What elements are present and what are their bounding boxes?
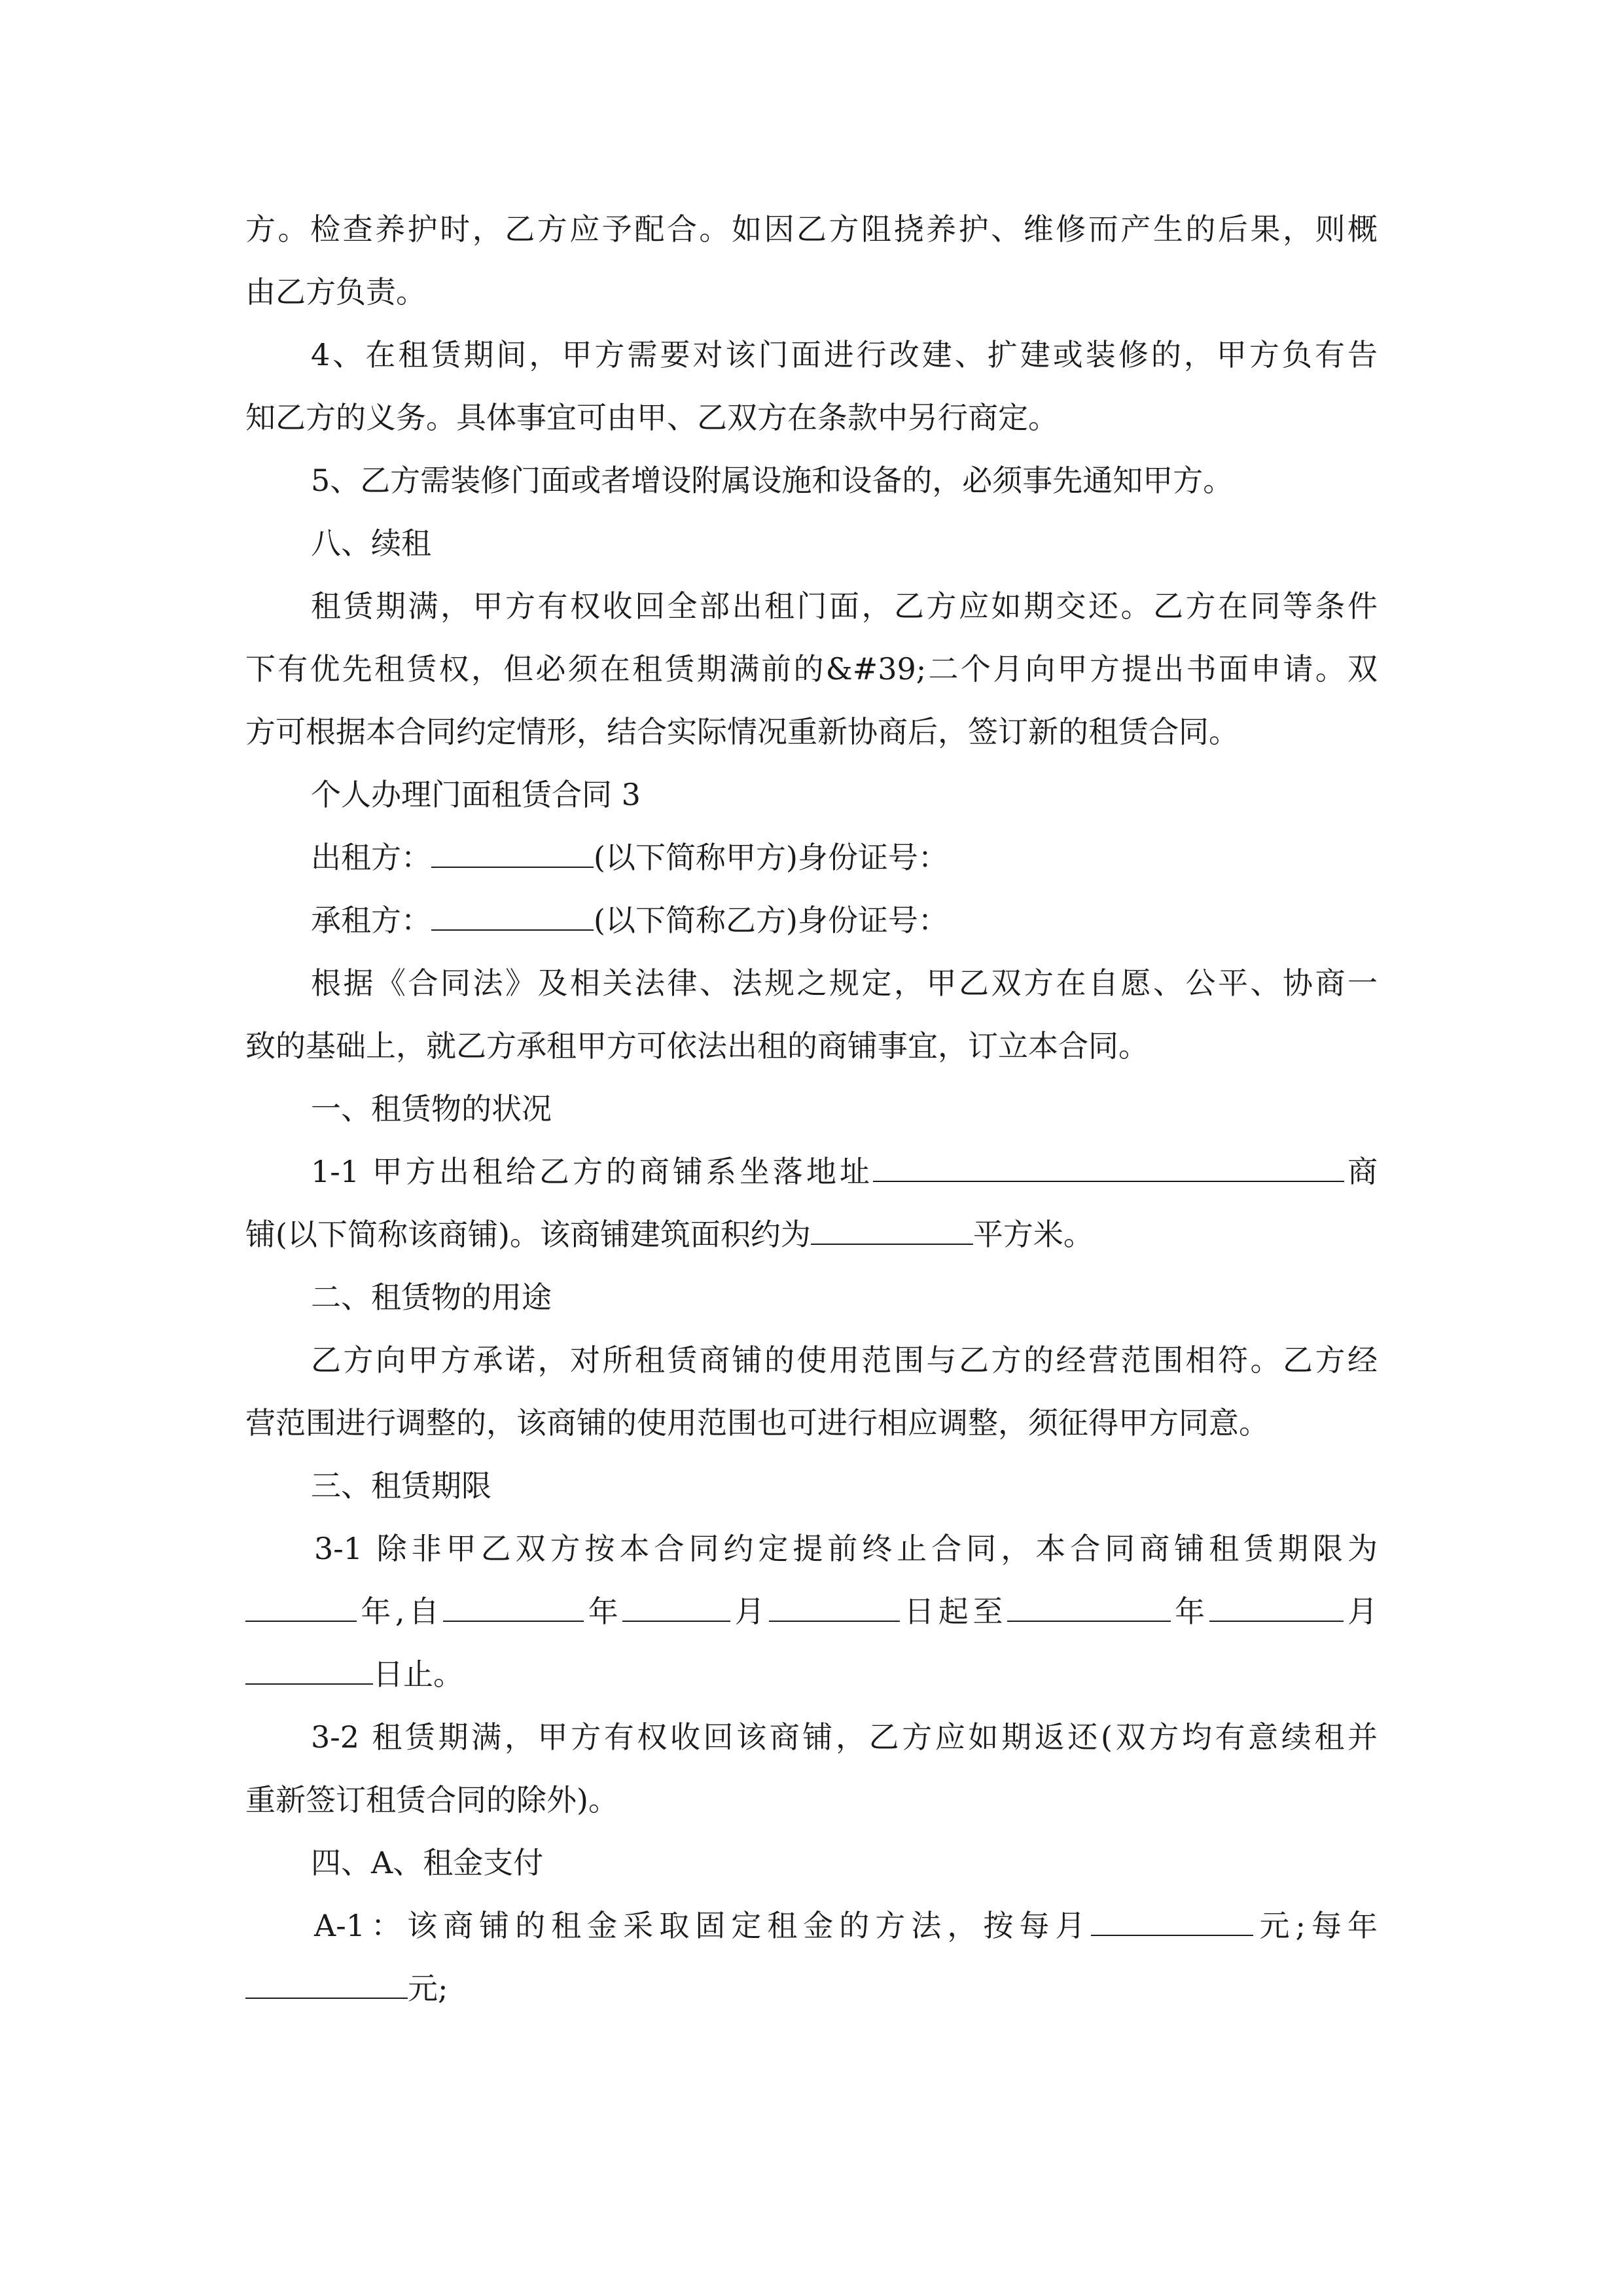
end-day-blank (245, 1655, 373, 1685)
paragraph-line: 租赁期满，甲方有权收回全部出租门面，乙方应如期交还。乙方在同等条件 (311, 588, 1378, 624)
end-day-label: 日止。 (373, 1657, 463, 1692)
lessor-suffix: (以下简称甲方)身份证号： (594, 840, 948, 875)
section-heading: 四、A、租金支付 (311, 1845, 544, 1880)
term-year-label: 年,自 (357, 1594, 444, 1629)
start-day-label: 日起至 (900, 1594, 1007, 1629)
start-day-blank (769, 1592, 900, 1622)
end-year-label: 年 (1170, 1594, 1209, 1629)
paragraph-line: 下有优先租赁权，但必须在租赁期满前的&#39;二个月向甲方提出书面申请。双 (245, 651, 1378, 687)
end-month-blank (1209, 1592, 1344, 1622)
rent-prefix: A-1：该商铺的租金采取固定租金的方法，按每月 (314, 1908, 1092, 1943)
clause-1-1-suffix: 商 (1344, 1154, 1378, 1189)
paragraph-line: 方可根据本合同约定情形，结合实际情况重新协商后，签订新的租赁合同。 (245, 714, 1239, 749)
clause-1-1-prefix: 1-1 甲方出租给乙方的商铺系坐落地址 (311, 1154, 873, 1189)
clause-1-1-line-2 (245, 1215, 1094, 1254)
paragraph-line: 方。检查养护时，乙方应予配合。如因乙方阻挠养护、维修而产生的后果，则概 (245, 211, 1378, 247)
term-end-line (245, 1655, 463, 1694)
paragraph-line: 营范围进行调整的，该商铺的使用范围也可进行相应调整，须征得甲方同意。 (245, 1405, 1269, 1441)
lessee-name-blank (431, 901, 594, 931)
rent-line-2 (245, 1969, 448, 2008)
paragraph-line: 乙方向甲方承诺，对所租赁商铺的使用范围与乙方的经营范围相符。乙方经 (311, 1342, 1378, 1378)
lessee-suffix: (以下简称乙方)身份证号： (594, 903, 948, 938)
lessor-line (311, 838, 948, 877)
paragraph-line: 5、乙方需装修门面或者增设附属设施和设备的，必须事先通知甲方。 (311, 463, 1234, 498)
start-month-blank (622, 1592, 730, 1622)
start-year-blank (443, 1592, 584, 1622)
monthly-rent-blank (1091, 1906, 1253, 1936)
clause-1-1-line (311, 1152, 1378, 1191)
paragraph-line: 重新签订租赁合同的除外)。 (245, 1782, 618, 1818)
lessor-name-blank (431, 838, 594, 868)
section-heading: 一、租赁物的状况 (311, 1091, 552, 1126)
start-year-label: 年 (584, 1594, 623, 1629)
lessee-line (311, 901, 948, 940)
section-heading: 二、租赁物的用途 (311, 1280, 552, 1315)
paragraph-line: 3-1 除非甲乙双方按本合同约定提前终止合同，本合同商铺租赁期限为 (314, 1531, 1378, 1566)
clause-1-1-line2-prefix: 铺(以下简称该商铺)。该商铺建筑面积约为 (245, 1217, 811, 1252)
clause-1-1-line2-suffix: 平方米。 (972, 1217, 1094, 1252)
paragraph-line: 根据《合同法》及相关法律、法规之规定，甲乙双方在自愿、公平、协商一 (311, 965, 1378, 1001)
rent-line (314, 1906, 1378, 1945)
paragraph-line: 知乙方的义务。具体事宜可由甲、乙双方在条款中另行商定。 (245, 400, 1058, 435)
lessee-label: 承租方： (311, 903, 431, 938)
paragraph-line: 3-2 租赁期满，甲方有权收回该商铺，乙方应如期返还(双方均有意续租并 (311, 1719, 1378, 1755)
end-month-label: 月 (1343, 1594, 1378, 1629)
rent-mid: 元;每年 (1253, 1908, 1378, 1943)
yearly-rent-blank (245, 1969, 408, 1999)
address-blank (873, 1152, 1344, 1182)
paragraph-line: 4、在租赁期间，甲方需要对该门面进行改建、扩建或装修的，甲方负有告 (311, 337, 1378, 372)
term-years-blank (245, 1592, 357, 1622)
end-year-blank (1007, 1592, 1171, 1622)
contract-title: 个人办理门面租赁合同 3 (311, 777, 641, 812)
start-month-label: 月 (730, 1594, 770, 1629)
paragraph-line: 由乙方负责。 (245, 274, 426, 310)
rent-end: 元; (408, 1971, 448, 2006)
area-blank (811, 1215, 973, 1245)
term-dates-line (245, 1592, 1378, 1631)
section-heading: 三、租赁期限 (311, 1468, 491, 1503)
section-heading: 八、续租 (311, 526, 431, 561)
paragraph-line: 致的基础上，就乙方承租甲方可依法出租的商铺事宜，订立本合同。 (245, 1028, 1149, 1064)
lessor-label: 出租方： (311, 840, 431, 875)
